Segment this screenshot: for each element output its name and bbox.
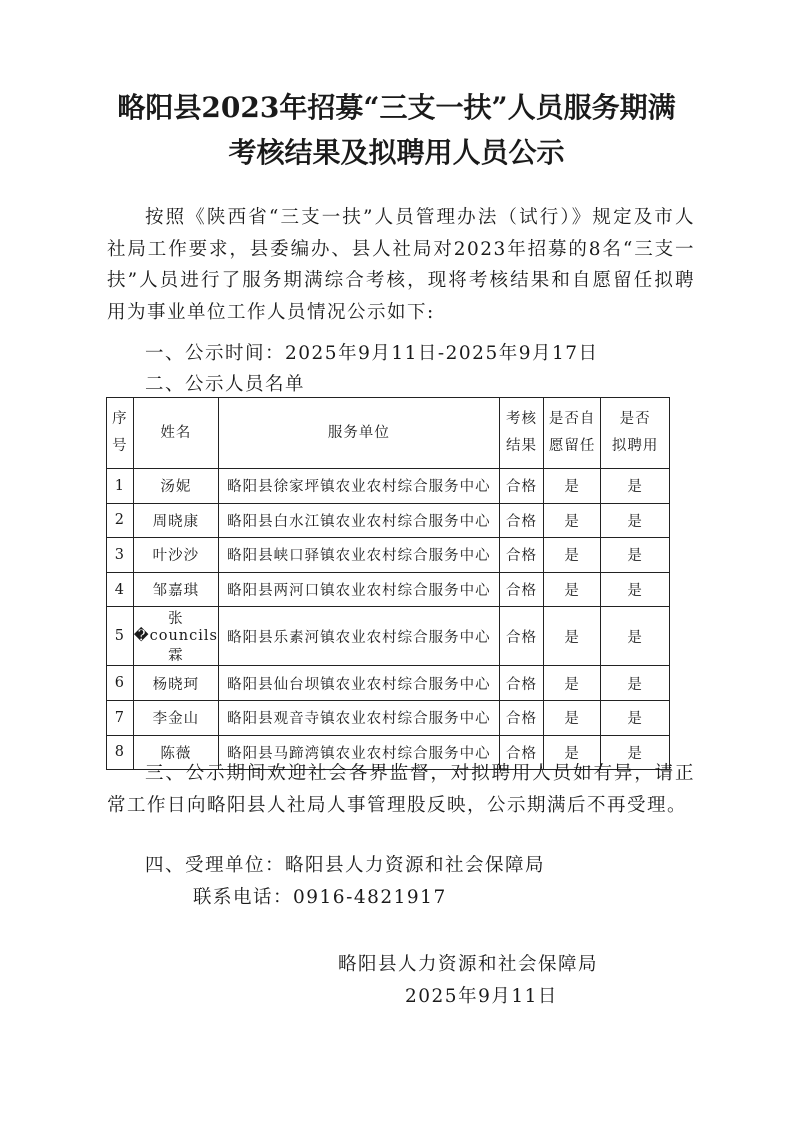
header-stay: 是否自 愿留任 (544, 398, 601, 469)
cell-name: 李金山 (133, 700, 218, 735)
cell-no: 7 (107, 700, 134, 735)
table-row (107, 572, 670, 607)
cell-no: 2 (107, 503, 134, 538)
cell-stay: 是 (544, 503, 601, 538)
table-row (107, 607, 670, 666)
cell-unit: 略阳县马蹄湾镇农业农村综合服务中心 (218, 735, 499, 770)
cell-result: 合格 (499, 666, 543, 701)
cell-unit: 略阳县观音寺镇农业农村综合服务中心 (218, 700, 499, 735)
cell-no: 1 (107, 469, 134, 504)
signature-organization: 略阳县人力资源和社会保障局 (338, 954, 599, 975)
cell-result: 合格 (499, 700, 543, 735)
cell-result: 合格 (499, 469, 543, 504)
cell-unit: 略阳县徐家坪镇农业农村综合服务中心 (218, 469, 499, 504)
header-result: 考核 结果 (499, 398, 543, 469)
section-publicity-time: 一、公示时间：2025年9月11日-2025年9月17日 (145, 343, 599, 364)
cell-no: 6 (107, 666, 134, 701)
header-hire: 是否 拟聘用 (601, 398, 670, 469)
table-row (107, 700, 670, 735)
cell-hire: 是 (601, 538, 670, 573)
table-header-row (107, 398, 670, 469)
section-receiving-unit: 四、受理单位：略阳县人力资源和社会保障局 (145, 855, 546, 876)
cell-name: 杨晓珂 (133, 666, 218, 701)
cell-unit: 略阳县峡口驿镇农业农村综合服务中心 (218, 538, 499, 573)
cell-stay: 是 (544, 666, 601, 701)
section-publicity-list: 二、公示人员名单 (145, 374, 306, 395)
table-row (107, 503, 670, 538)
cell-name: 汤妮 (133, 469, 218, 504)
table-row (107, 469, 670, 504)
cell-name: 陈薇 (133, 735, 218, 770)
cell-hire: 是 (601, 666, 670, 701)
header-unit: 服务单位 (218, 398, 499, 469)
cell-stay: 是 (544, 607, 601, 666)
table-row (107, 538, 670, 573)
header-no: 序 号 (107, 398, 134, 469)
table-row (107, 666, 670, 701)
cell-stay: 是 (544, 538, 601, 573)
cell-name: 周晓康 (133, 503, 218, 538)
cell-result: 合格 (499, 503, 543, 538)
cell-no: 4 (107, 572, 134, 607)
cell-stay: 是 (544, 469, 601, 504)
cell-no: 8 (107, 735, 134, 770)
cell-result: 合格 (499, 538, 543, 573)
header-name: 姓名 (133, 398, 218, 469)
cell-stay: 是 (544, 735, 601, 770)
cell-unit: 略阳县仙台坝镇农业农村综合服务中心 (218, 666, 499, 701)
intro-paragraph: 按照《陕西省“三支一扶”人员管理办法（试行）》规定及市人社局工作要求，县委编办、县人社局对2023年招募的8名“三支一扶”人员进行了服务期满综合考核，现将考核结果和自愿留任拟聘用为事业单位工作人员情况公示如下: (107, 207, 695, 323)
section-supervision: 三、公示期间欢迎社会各界监督，对拟聘用人员如有异，请正常工作日向略阳县人社局人事管理股反映，公示期满后不再受理。 (107, 763, 695, 816)
cell-hire: 是 (601, 469, 670, 504)
cell-hire: 是 (601, 735, 670, 770)
cell-name: 叶沙沙 (133, 538, 218, 573)
cell-result: 合格 (499, 572, 543, 607)
cell-unit: 略阳县白水江镇农业农村综合服务中心 (218, 503, 499, 538)
cell-unit: 略阳县两河口镇农业农村综合服务中心 (218, 572, 499, 607)
cell-name: 张�councils霖 (133, 607, 218, 666)
document-title-line1: 略阳县2023年招募“三支一扶”人员服务期满 (117, 91, 676, 124)
cell-stay: 是 (544, 700, 601, 735)
signature-date: 2025年9月11日 (405, 986, 558, 1007)
contact-phone: 联系电话：0916-4821917 (193, 887, 447, 908)
cell-hire: 是 (601, 503, 670, 538)
cell-no: 3 (107, 538, 134, 573)
cell-no: 5 (107, 607, 134, 666)
cell-stay: 是 (544, 572, 601, 607)
cell-hire: 是 (601, 607, 670, 666)
cell-unit: 略阳县乐素河镇农业农村综合服务中心 (218, 607, 499, 666)
cell-hire: 是 (601, 572, 670, 607)
document-title-line2: 考核结果及拟聘用人员公示 (228, 136, 565, 169)
cell-name: 邹嘉琪 (133, 572, 218, 607)
cell-result: 合格 (499, 607, 543, 666)
cell-hire: 是 (601, 700, 670, 735)
cell-result: 合格 (499, 735, 543, 770)
publicity-table (106, 397, 670, 770)
